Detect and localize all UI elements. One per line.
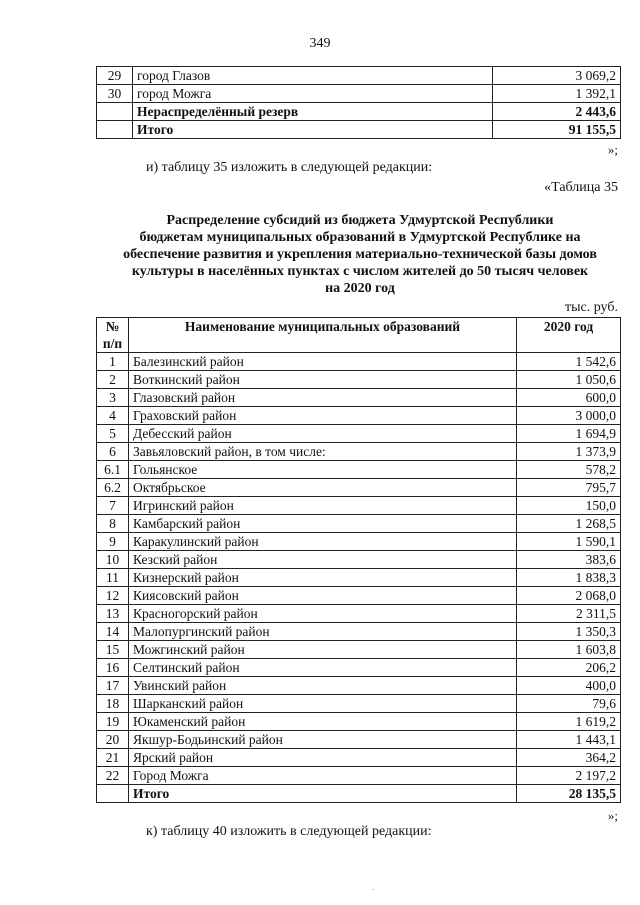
table-row: [97, 785, 621, 803]
table-row: [97, 659, 621, 677]
table-row: [97, 623, 621, 641]
table-row: [97, 749, 621, 767]
row-value: 1 603,8: [517, 641, 621, 659]
table-row: [97, 587, 621, 605]
table-title-line: на 2020 год: [325, 281, 395, 296]
row-name: Кизнерский район: [129, 569, 517, 587]
row-number: 7: [97, 497, 129, 515]
row-value: 91 155,5: [493, 121, 621, 139]
row-value: 28 135,5: [517, 785, 621, 803]
row-number: 30: [97, 85, 133, 103]
table-label: «Таблица 35: [544, 180, 618, 195]
table-row: [97, 67, 621, 85]
row-number: 2: [97, 371, 129, 389]
row-value: 3 069,2: [493, 67, 621, 85]
table-title-line: Распределение субсидий из бюджета Удмуртской Республики: [166, 213, 554, 228]
table-row: [97, 713, 621, 731]
row-value: 1 619,2: [517, 713, 621, 731]
row-value: 150,0: [517, 497, 621, 515]
row-name: Селтинский район: [129, 659, 517, 677]
row-number: 8: [97, 515, 129, 533]
row-name: Воткинский район: [129, 371, 517, 389]
main-table-body: [97, 353, 621, 803]
row-value: 1 373,9: [517, 443, 621, 461]
table-row: [97, 353, 621, 371]
table-row: [97, 443, 621, 461]
header-name: Наименование муниципальных образований: [129, 318, 517, 353]
row-number: 6: [97, 443, 129, 461]
row-value: 3 000,0: [517, 407, 621, 425]
row-name: Юкаменский район: [129, 713, 517, 731]
row-name: Увинский район: [129, 677, 517, 695]
table-row: [97, 371, 621, 389]
row-number: [97, 121, 133, 139]
row-number: 20: [97, 731, 129, 749]
table-row: [97, 389, 621, 407]
row-number: 6.1: [97, 461, 129, 479]
row-number: 15: [97, 641, 129, 659]
row-number: 6.2: [97, 479, 129, 497]
row-value: 206,2: [517, 659, 621, 677]
row-value: 1 590,1: [517, 533, 621, 551]
row-value: 2 197,2: [517, 767, 621, 785]
row-value: 1 050,6: [517, 371, 621, 389]
table-row: [97, 425, 621, 443]
header-number: № п/п: [97, 318, 129, 353]
row-name: Октябрьское: [129, 479, 517, 497]
row-number: 18: [97, 695, 129, 713]
table-row: [97, 605, 621, 623]
row-number: 4: [97, 407, 129, 425]
row-value: 1 838,3: [517, 569, 621, 587]
row-name: Якшур-Бодьинский район: [129, 731, 517, 749]
row-name: Шарканский район: [129, 695, 517, 713]
row-number: 14: [97, 623, 129, 641]
row-value: 364,2: [517, 749, 621, 767]
table-row: [97, 461, 621, 479]
row-name: Итого: [129, 785, 517, 803]
closing-quote: »;: [607, 808, 618, 823]
row-value: 1 268,5: [517, 515, 621, 533]
row-number: [97, 785, 129, 803]
page-number: 349: [309, 36, 331, 51]
table-row: [97, 551, 621, 569]
table-row: [97, 515, 621, 533]
row-name: Красногорский район: [129, 605, 517, 623]
row-name: Игринский район: [129, 497, 517, 515]
row-name: Каракулинский район: [129, 533, 517, 551]
row-value: 1 443,1: [517, 731, 621, 749]
table-row: [97, 407, 621, 425]
table-row: [97, 121, 621, 139]
row-name: Дебесский район: [129, 425, 517, 443]
table-title-line: культуры в населённых пунктах с числом жителей до 50 тысяч человек: [131, 264, 589, 279]
row-name: Нераспределённый резерв: [133, 103, 493, 121]
row-number: 17: [97, 677, 129, 695]
table-row: [97, 569, 621, 587]
row-name: Ярский район: [129, 749, 517, 767]
table-row: [97, 767, 621, 785]
row-value: 578,2: [517, 461, 621, 479]
table-row: [97, 533, 621, 551]
row-number: 10: [97, 551, 129, 569]
row-number: 9: [97, 533, 129, 551]
main-table: [96, 317, 621, 803]
row-number: 12: [97, 587, 129, 605]
row-value: 600,0: [517, 389, 621, 407]
header-row: [97, 318, 621, 353]
table-title-line: бюджетам муниципальных образований в Удмуртской Республике на: [139, 230, 581, 245]
instruction-paragraph-i: и) таблицу 35 изложить в следующей редакции:: [146, 160, 433, 175]
row-name: Киясовский район: [129, 587, 517, 605]
instruction-paragraph-k: к) таблицу 40 изложить в следующей редакции:: [146, 824, 432, 839]
row-number: 1: [97, 353, 129, 371]
row-name: Гольянское: [129, 461, 517, 479]
row-value: 383,6: [517, 551, 621, 569]
closing-quote: »;: [607, 142, 618, 157]
table-row: [97, 479, 621, 497]
row-value: 400,0: [517, 677, 621, 695]
table-title: [90, 212, 630, 297]
table-row: [97, 497, 621, 515]
table-title-line: обеспечение развития и укрепления материально-технической базы домов: [123, 247, 597, 262]
row-number: 21: [97, 749, 129, 767]
units-label: тыс. руб.: [565, 300, 618, 315]
table-row: [97, 731, 621, 749]
header-year: 2020 год: [517, 318, 621, 353]
row-value: 795,7: [517, 479, 621, 497]
row-number: 22: [97, 767, 129, 785]
row-name: город Можга: [133, 85, 493, 103]
row-name: Город Можга: [129, 767, 517, 785]
row-name: Глазовский район: [129, 389, 517, 407]
row-number: 29: [97, 67, 133, 85]
footer-mark: .: [372, 883, 374, 892]
row-number: 16: [97, 659, 129, 677]
row-name: Завьяловский район, в том числе:: [129, 443, 517, 461]
row-number: 11: [97, 569, 129, 587]
row-name: Можгинский район: [129, 641, 517, 659]
row-value: 79,6: [517, 695, 621, 713]
row-number: 13: [97, 605, 129, 623]
table-row: [97, 695, 621, 713]
row-value: 1 542,6: [517, 353, 621, 371]
row-name: Балезинский район: [129, 353, 517, 371]
row-number: 5: [97, 425, 129, 443]
row-value: 2 443,6: [493, 103, 621, 121]
table-row: [97, 103, 621, 121]
top-table: [96, 66, 621, 139]
table-row: [97, 641, 621, 659]
row-name: Камбарский район: [129, 515, 517, 533]
top-table-body: [97, 67, 621, 139]
row-value: 1 694,9: [517, 425, 621, 443]
row-name: Граховский район: [129, 407, 517, 425]
row-number: [97, 103, 133, 121]
row-number: 3: [97, 389, 129, 407]
row-name: Итого: [133, 121, 493, 139]
table-row: [97, 85, 621, 103]
row-name: Кезский район: [129, 551, 517, 569]
row-name: Малопургинский район: [129, 623, 517, 641]
row-name: город Глазов: [133, 67, 493, 85]
row-value: 2 311,5: [517, 605, 621, 623]
row-value: 2 068,0: [517, 587, 621, 605]
row-value: 1 350,3: [517, 623, 621, 641]
row-number: 19: [97, 713, 129, 731]
table-row: [97, 677, 621, 695]
row-value: 1 392,1: [493, 85, 621, 103]
